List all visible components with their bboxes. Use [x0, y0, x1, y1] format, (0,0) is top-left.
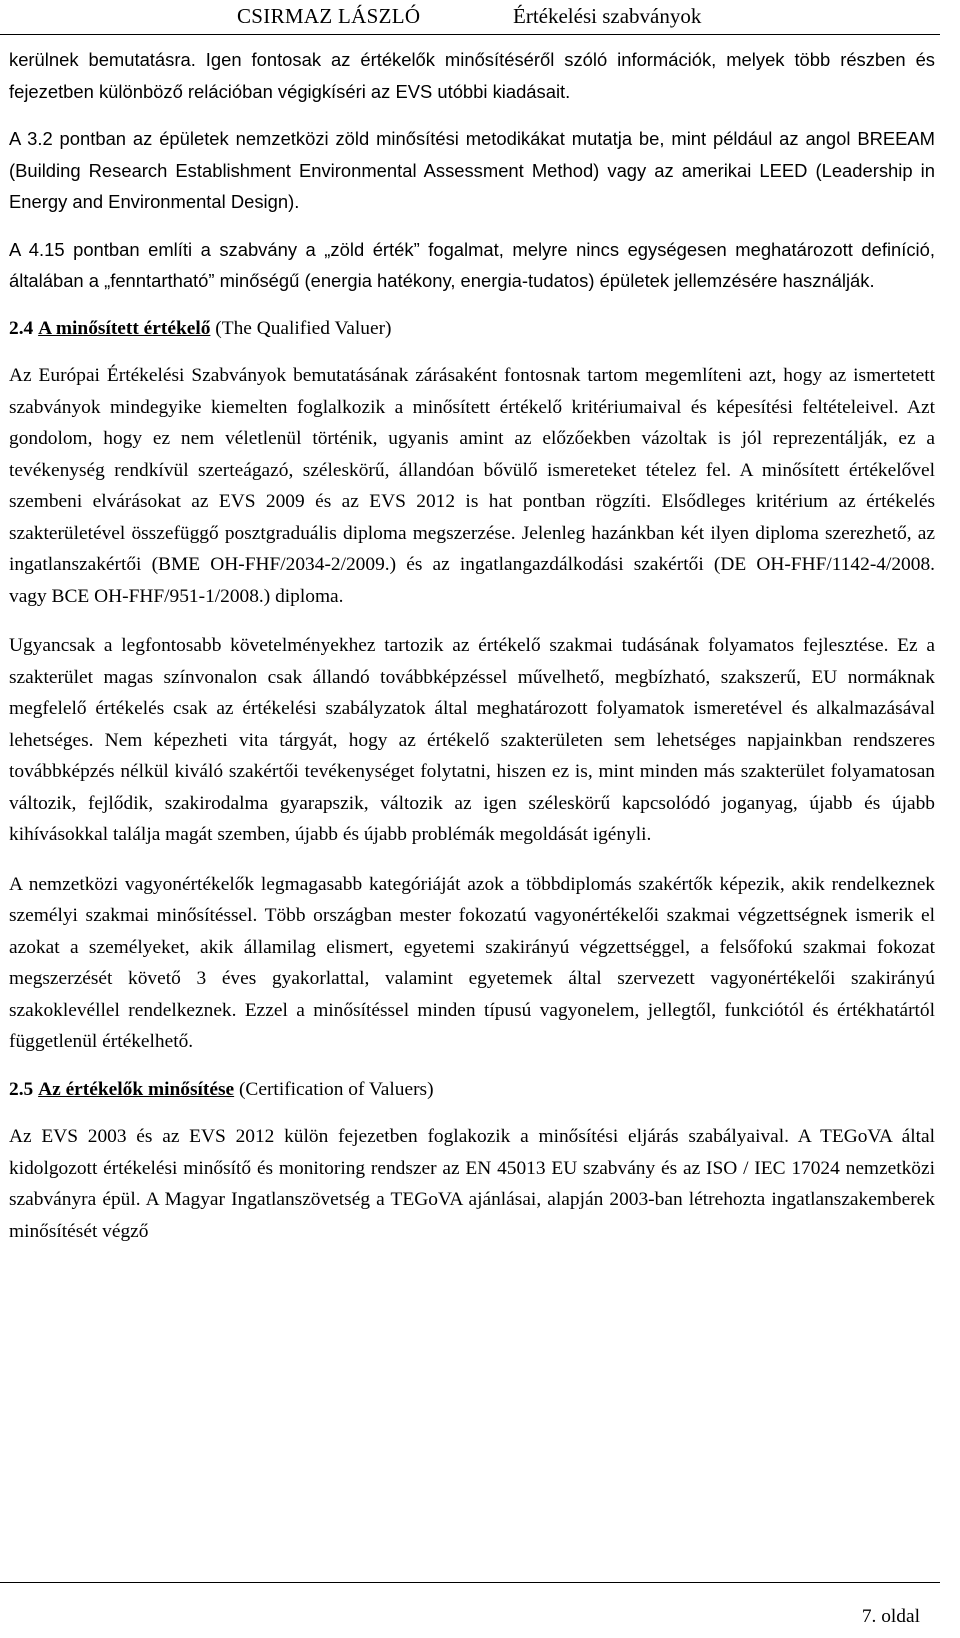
paragraph-1: kerülnek bemutatásra. Igen fontosak az értékelők minősítéséről szóló információk, melyek több részben és fejezetben különböző relációban végigkíséri az EVS utóbbi kiadásait. — [9, 49, 935, 102]
paragraph-3: A 4.15 pontban említi a szabvány a „zöld érték” fogalmat, melyre nincs egységesen meghatározott definíció, általában a „fenntartható” minőségű (energia hatékony, energia-tudatos) épületek jellemzésére használják. — [9, 238, 935, 291]
section-title-bold: A minősített értékelő — [38, 317, 211, 339]
header-rule — [0, 34, 940, 35]
section-title-english: (The Qualified Valuer) — [210, 317, 392, 339]
page-footer — [0, 1580, 960, 1638]
page-header — [0, 0, 960, 36]
page-number: 7. oldal — [861, 1606, 920, 1627]
section-number: 2.5 — [9, 1078, 34, 1100]
section-heading-2-4 — [9, 313, 935, 345]
paragraph-6: A nemzetközi vagyonértékelők legmagasabb kategóriáját azok a többdiplomás szakértők képezik, akik rendelkeznek személyi szakmai minősítéssel. Több országban mester fokozatú vagyonértékelői szakmai végzettségnek ismerik el azokat a személyeket, akik államilag elismert, egyetemi szakirányú végzettséggel, a felsőfokú szakmai fokozat megszerzését követő 3 éves gyakorlattal, valamint egyetemek által szervezett vagyonértékelői szakirányú szakoklevéllel rendelkeznek. Ezzel a minősítéssel minden típusú vagyonelem, jellegtől, funkciótól és értékhatártól függetlenül értékelhető. — [9, 873, 935, 1052]
paragraph-7: Az EVS 2003 és az EVS 2012 külön fejezetben foglakozik a minősítési eljárás szabályaival. A TEGoVA által kidolgozott értékelési minősítő és monitoring rendszer az EN 45013 EU szabvány és az ISO / IEC 17024 nemzetközi szabványra épül. A Magyar Ingatlanszövetség a TEGoVA ajánlásai, alapján 2003-ban létrehozta ingatlanszakemberek minősítését végző — [9, 1126, 935, 1242]
paragraph-2: A 3.2 pontban az épületek nemzetközi zöld minősítési metodikákat mutatja be, mint például az angol BREEAM (Building Research Establishment Environmental Assessment Method) vagy az amerikai LEED (Leadership in Energy and Environmental Design). — [9, 128, 935, 212]
header-document-title: Értékelési szabványok — [513, 4, 702, 28]
section-title-english: (Certification of Valuers) — [234, 1078, 434, 1100]
section-heading-2-5 — [9, 1074, 935, 1106]
section-title-bold: Az értékelők minősítése — [38, 1078, 235, 1100]
footer-rule — [0, 1582, 940, 1583]
section-number: 2.4 — [9, 317, 34, 339]
paragraph-5: Ugyancsak a legfontosabb követelményekhez tartozik az értékelő szakmai tudásának folyamatos fejlesztése. Ez a szakterület magas színvonalon csak állandó továbbképzéssel művelhető, megbízható, szakszerű, EU normáknak megfelelő értékelés csak az értékelési szabályzatok által meghatározott folyamatok ismeretével és alkalmazásával lehetséges. Nem képezheti vita tárgyát, hogy az értékelő szakterületen sem lehetséges napjainkban rendszeres továbbképzés nélkül kiváló szakértői tevékenységet folytatni, hiszen ez is, mint minden más szakterület folyamatosan változik, fejlődik, szakirodalma gyarapszik, változik az igen széleskörű kapcsolódó joganyag, újabb és újabb kihívásokkal találja magát szemben, újabb és újabb problémák megoldását igényli. — [9, 635, 935, 845]
document-body — [9, 44, 935, 1247]
header-author: CSIRMAZ LÁSZLÓ — [237, 4, 421, 28]
paragraph-4: Az Európai Értékelési Szabványok bemutatásának zárásaként fontosnak tartom megemlíteni azt, hogy az ismertetett szabványok mindegyike kiemelten foglalkozik a minősített értékelő kritériumaival és képesítési feltételeivel. Azt gondolom, hogy ez nem véletlenül történik, ugyanis amint az előzőekben vázoltak is jól reprezentálják, ez a tevékenység rendkívül szerteágazó, széleskörű, állandóan bővülő ismereteket tételez fel. A minősített értékelővel szembeni elvárásokat az EVS 2009 és az EVS 2012 is hat pontban rögzíti. Elsődleges kritérium az értékelés szakterületével összefüggő posztgraduális diploma megszerzése. Jelenleg hazánkban két ilyen diploma szerezhető, az ingatlanszakértői (BME OH-FHF/2034-2/2009.) és az ingatlangazdálkodási szakértői (DE OH-FHF/1142-4/2008. vagy BCE OH-FHF/951-1/2008.) diploma. — [9, 365, 935, 607]
